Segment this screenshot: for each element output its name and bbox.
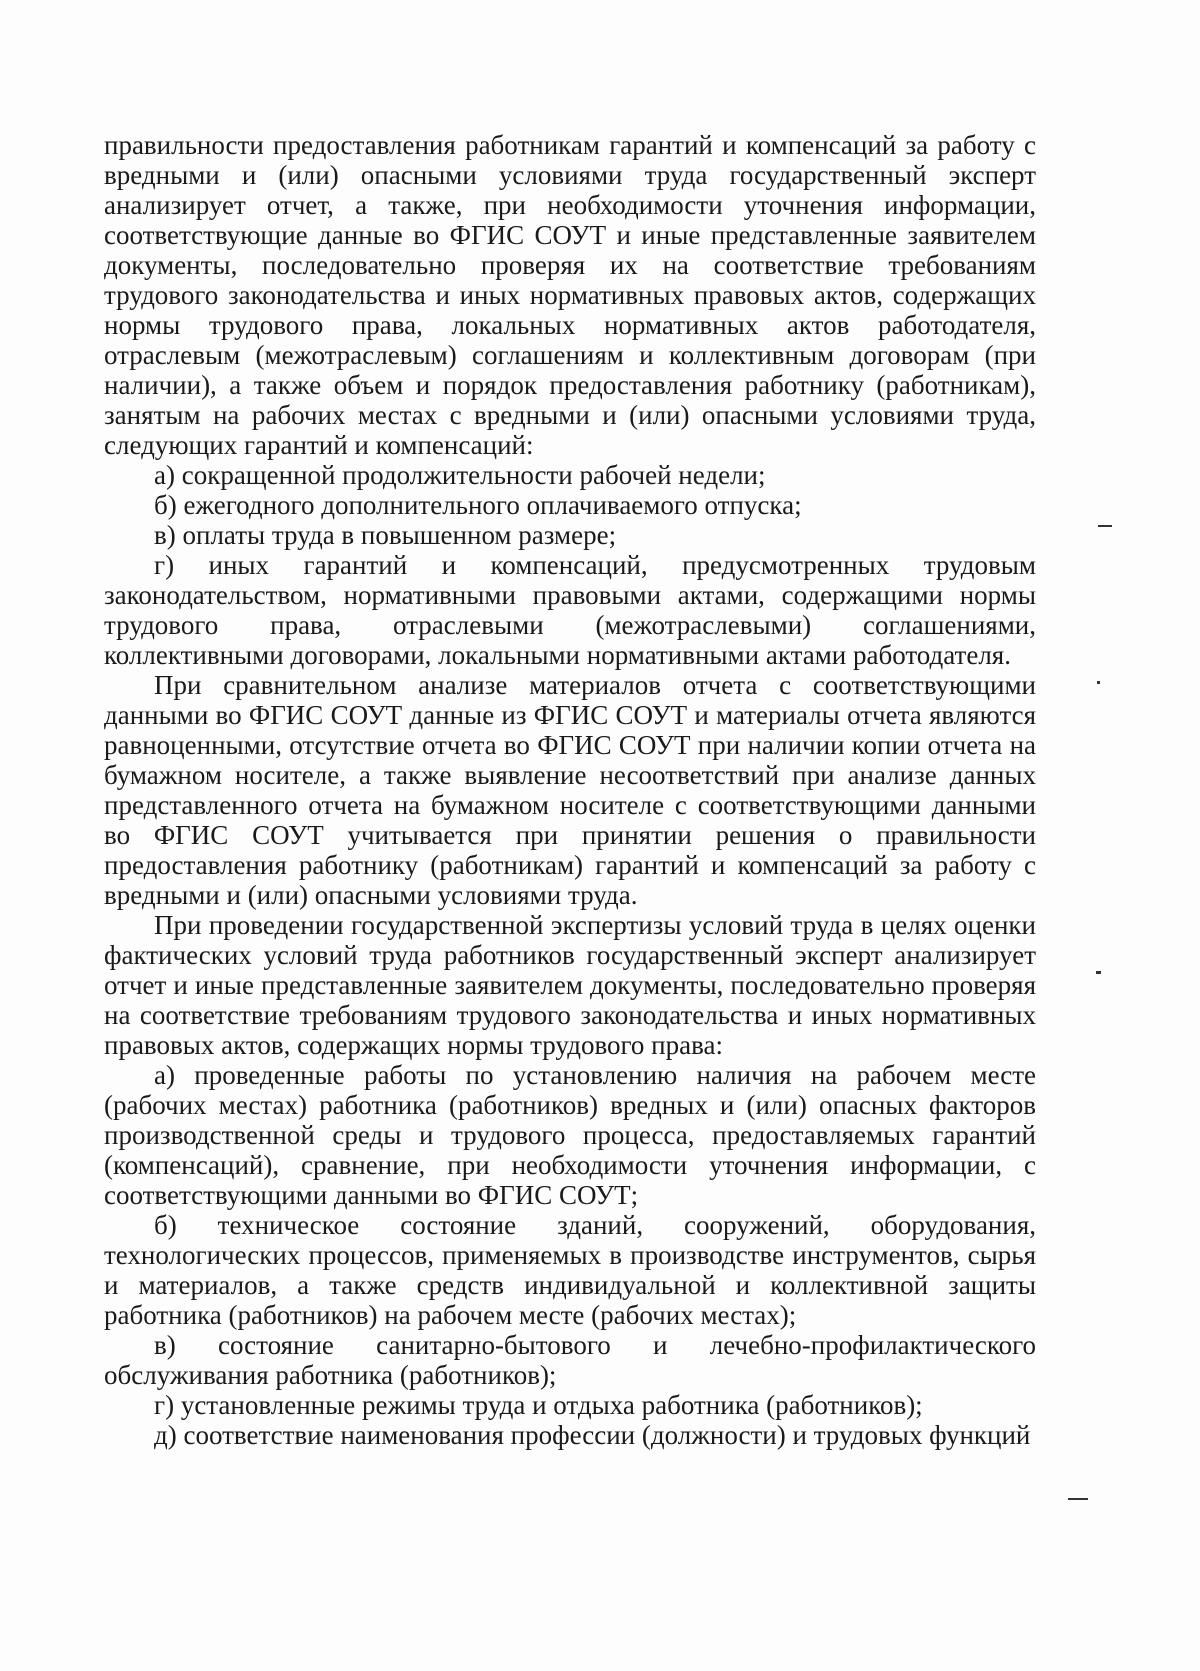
list-item-v-2: в) состояние санитарно-бытового и лечебно-профилактического обслуживания работника (работников); — [104, 1330, 1036, 1390]
scan-mark — [1098, 525, 1112, 527]
scan-mark — [1096, 971, 1101, 974]
document-body — [104, 130, 1036, 1450]
list-item-b-2: б) техническое состояние зданий, сооружений, оборудования, технологических процессов, применяемых в производстве инструментов, сырья и материалов, а также средств индивидуальной и коллективной защиты работника (работников) на рабочем месте (рабочих местах); — [104, 1210, 1036, 1330]
paragraph-comparative-analysis: При сравнительном анализе материалов отчета с соответствующими данными во ФГИС СОУТ данные из ФГИС СОУТ и материалы отчета являются равноценными, отсутствие отчета во ФГИС СОУТ при наличии копии отчета на бумажном носителе, а также выявление несоответствий при анализе данных представленного отчета на бумажном носителе с соответствующими данными во ФГИС СОУТ учитывается при принятии решения о правильности предоставления работнику (работникам) гарантий и компенсаций за работу с вредными и (или) опасными условиями труда. — [104, 670, 1036, 910]
list-item-b: б) ежегодного дополнительного оплачиваемого отпуска; — [154, 490, 802, 520]
list-item-g-2: г) установленные режимы труда и отдыха работника (работников); — [154, 1390, 923, 1420]
list-item-a: а) сокращенной продолжительности рабочей недели; — [154, 460, 766, 490]
list-item-g: г) иных гарантий и компенсаций, предусмотренных трудовым законодательством, нормативными правовыми актами, содержащими нормы трудового права, отраслевыми (межотраслевыми) соглашениями, коллективными договорами, локальными нормативными актами работодателя. — [104, 550, 1036, 670]
scan-mark — [1068, 1498, 1088, 1500]
paragraph-expertise: При проведении государственной экспертизы условий труда в целях оценки фактических условий труда работников государственный эксперт анализирует отчет и иные представленные заявителем документы, последовательно проверяя на соответствие требованиям трудового законодательства и иных нормативных правовых актов, содержащих нормы трудового права: — [104, 910, 1036, 1060]
scan-mark — [1097, 681, 1100, 684]
list-item-a-2: а) проведенные работы по установлению наличия на рабочем месте (рабочих местах) работника (работников) вредных и (или) опасных факторов производственной среды и трудового процесса, предоставляемых гарантий (компенсаций), сравнение, при необходимости уточнения информации, с соответствующими данными во ФГИС СОУТ; — [104, 1060, 1036, 1210]
list-item-d-2: д) соответствие наименования профессии (должности) и трудовых функций — [154, 1420, 1031, 1450]
paragraph-continuation: правильности предоставления работникам гарантий и компенсаций за работу с вредными и (или) опасными условиями труда государственный эксперт анализирует отчет, а также, при необходимости уточнения информации, соответствующие данные во ФГИС СОУТ и иные представленные заявителем документы, последовательно проверяя их на соответствие требованиям трудового законодательства и иных нормативных правовых актов, содержащих нормы трудового права, локальных нормативных актов работодателя, отраслевым (межотраслевым) соглашениям и коллективным договорам (при наличии), а также объем и порядок предоставления работнику (работникам), занятым на рабочих местах с вредными и (или) опасными условиями труда, следующих гарантий и компенсаций: — [104, 130, 1036, 460]
list-item-v: в) оплаты труда в повышенном размере; — [154, 520, 617, 550]
